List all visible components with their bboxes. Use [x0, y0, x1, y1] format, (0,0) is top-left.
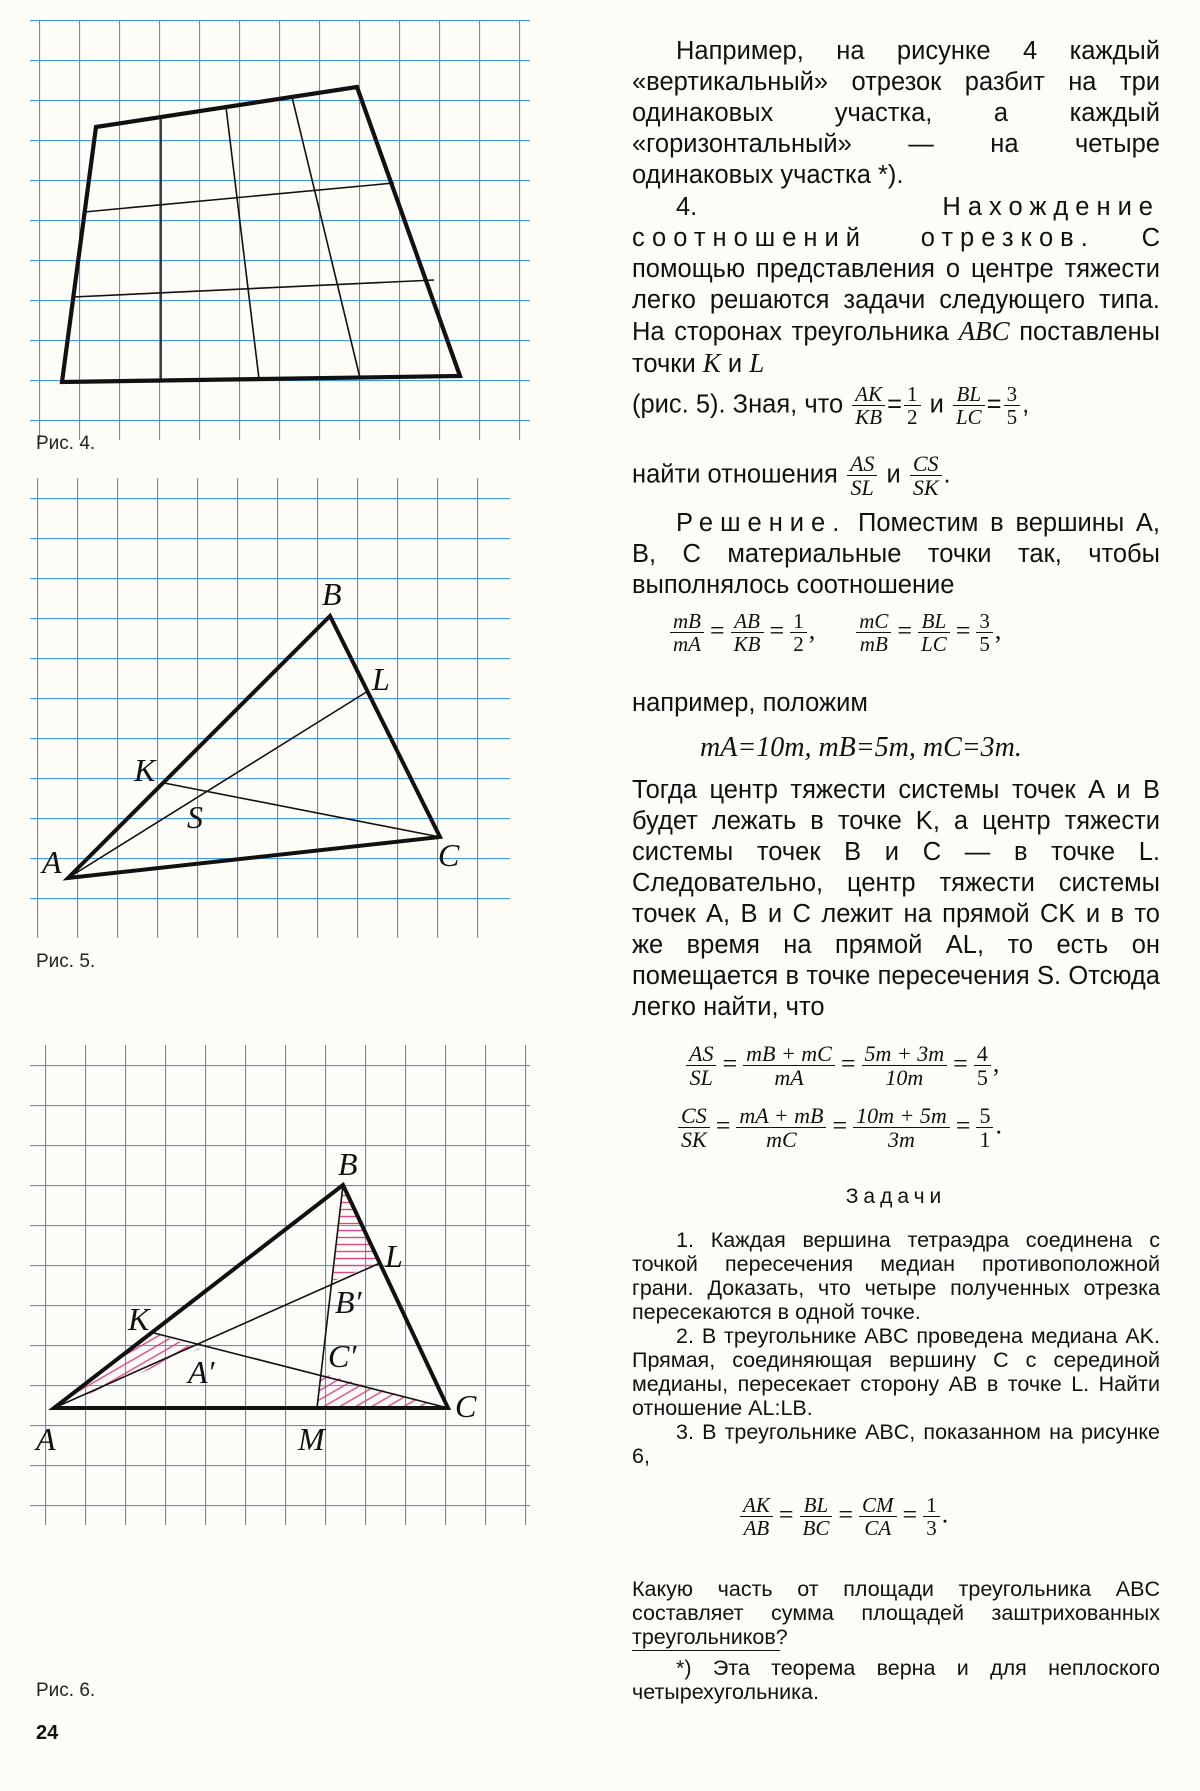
task-3-question	[632, 1577, 1160, 1649]
frac-mb-ma: $\frac{mB}{mA}$	[670, 610, 704, 655]
page-number: 24	[36, 1722, 59, 1744]
section-text-a: С помощью представления о центре тяжести легко решаются задачи следующего типа. На сторонах треугольника	[632, 224, 1160, 346]
word-and: и	[720, 350, 750, 378]
frac-cs-sk-2: $\frac{CS}{SK}$	[678, 1104, 710, 1151]
word-and-3: и	[886, 460, 908, 489]
section-number: 4.	[676, 193, 943, 221]
frac-half-2: $\frac{1}{2}$	[790, 610, 807, 655]
footnote-text: *) Эта теорема верна и для неплоского четырехугольника.	[632, 1656, 1160, 1704]
label-k: K	[134, 752, 156, 788]
frac-three-fifths-2: $\frac{3}{5}$	[976, 610, 993, 655]
figure-5-drawing	[30, 478, 510, 938]
figure-4	[30, 20, 530, 440]
masses-equation: mA=10m, mB=5m, mC=3m.	[700, 732, 1022, 763]
figure-6-caption: Рис. 6.	[36, 1680, 96, 1701]
frac-ab-kb: $\frac{AB}{KB}$	[731, 610, 764, 655]
frac-five-one: $\frac{5}{1}$	[976, 1104, 993, 1151]
frac-mamb-mc: $\frac{mA + mB}{mC}$	[736, 1104, 826, 1151]
var-abc: ABC	[958, 316, 1010, 346]
task-3: 3. В треугольнике ABC, показанном на рисунке 6,	[632, 1420, 1160, 1468]
label-c: C	[455, 1388, 477, 1424]
label-a: A	[36, 1421, 56, 1457]
figure-6	[30, 1045, 530, 1525]
label-b: B	[338, 1146, 358, 1182]
task-1: 1. Каждая вершина тетраэдра соединена с точкой пересечения медиан противоположной грани. Доказать, что четыре полученных отрезка пересекаются в одной точке.	[632, 1228, 1160, 1324]
frac-as-sl: $\frac{AS}{SL}$	[847, 452, 877, 499]
frac-5m3m-10m: $\frac{5m + 3m}{10m}$	[862, 1042, 948, 1089]
figure-5	[30, 478, 510, 938]
for-example-text: например, положим	[632, 689, 868, 717]
paragraph-center	[632, 775, 1160, 1023]
figure-4-drawing	[30, 20, 530, 440]
frac-as-sl-2: $\frac{AS}{SL}$	[686, 1042, 716, 1089]
frac-10m5m-3m: $\frac{10m + 5m}{3m}$	[853, 1104, 950, 1151]
tasks-list	[632, 1228, 1160, 1468]
grid	[30, 1045, 530, 1525]
frac-four-fifths: $\frac{4}{5}$	[974, 1042, 991, 1089]
section-4	[632, 192, 1160, 380]
figure-6-drawing	[30, 1045, 530, 1525]
label-s: S	[187, 799, 203, 835]
task-2: 2. В треугольнике ABC проведена медиана AK. Прямая, соединяющая вершину C с серединой медианы, пересекает сторону AB в точке L. Найти отношение AL:LB.	[632, 1324, 1160, 1420]
label-a: A	[42, 844, 62, 880]
label-m: M	[298, 1421, 325, 1457]
label-b: B	[322, 576, 342, 612]
frac-bl-lc-2: $\frac{BL}{LC}$	[918, 610, 950, 655]
frac-cm-ca: $\frac{CM}{CA}$	[859, 1494, 897, 1539]
tasks-heading: Задачи	[845, 1185, 947, 1208]
label-l: L	[385, 1238, 403, 1274]
figure-5-caption: Рис. 5.	[36, 951, 96, 972]
frac-cs-sk: $\frac{CS}{SK}$	[910, 452, 942, 499]
label-l: L	[372, 661, 390, 697]
mass-ratio-equation: $\frac{mB}{mA}$ = $\frac{AB}{KB}$ = $\frac{1}{2}$ , $\frac{mC}{mB}$ = $\frac{BL}{LC}$ = $\frac{3}{5}$ ,	[668, 610, 1001, 655]
find-ratios-line: найти отношения $\frac{AS}{SL}$ и $\frac{CS}{SK}$ .	[632, 451, 951, 501]
paragraph-1	[632, 36, 1160, 191]
label-a-prime: A′	[188, 1354, 215, 1390]
paragraph-center-text: Тогда центр тяжести системы точек A и B будет лежать в точке K, а центр тяжести системы точек B и C — в точке L. Следовательно, центр тяжести системы точек A, B и C лежит на прямой CK и в то же время на прямой AL, то есть он помещается в точке пересечения S. Отсюда легко найти, что	[632, 776, 1160, 1021]
given-ratios-line: (рис. 5). Зная, что $\frac{AK}{KB}$ = $\frac{1}{2}$ и $\frac{BL}{LC}$ = $\frac{3}{5}$ ,	[632, 382, 1030, 430]
frac-mbmc-ma: $\frac{mB + mC}{mA}$	[743, 1042, 835, 1089]
frac-bl-bc: $\frac{BL}{BC}$	[800, 1494, 833, 1539]
frac-mc-mb: $\frac{mC}{mB}$	[856, 610, 891, 655]
figure-4-caption: Рис. 4.	[36, 433, 96, 454]
task-3-question-text: Какую часть от площади треугольника ABC составляет сумма площадей заштрихованных треугольников?	[632, 1577, 1160, 1649]
label-c-prime: C′	[328, 1338, 357, 1374]
var-l: L	[749, 348, 765, 378]
frac-bl-lc: $\frac{BL}{LC}$	[953, 383, 985, 428]
label-k: K	[128, 1301, 150, 1337]
word-and-2: и	[929, 390, 951, 419]
footnote-rule	[632, 1650, 780, 1651]
solution-text: Поместим в вершины A, B, C материальные точки так, чтобы выполнялось соотношение	[632, 509, 1160, 599]
solution-paragraph	[632, 508, 1160, 601]
find-text: найти отношения	[632, 460, 845, 489]
label-b-prime: B′	[335, 1284, 362, 1320]
for-example-line	[632, 688, 1160, 719]
frac-ak-kb: $\frac{AK}{KB}$	[852, 383, 885, 428]
frac-three-fifths: $\frac{3}{5}$	[1004, 383, 1021, 428]
result-equation-2: $\frac{CS}{SK}$ = $\frac{mA + mB}{mC}$ = $\frac{10m + 5m}{3m}$ = $\frac{5}{1}$ .	[676, 1104, 1002, 1151]
result-equation-1: $\frac{AS}{SL}$ = $\frac{mB + mC}{mA}$ = $\frac{5m + 3m}{10m}$ = $\frac{4}{5}$ ,	[684, 1042, 999, 1089]
frac-half: $\frac{1}{2}$	[904, 383, 921, 428]
label-c: C	[438, 837, 460, 873]
section-text-b: поставлены точки	[632, 318, 1160, 378]
frac-ak-ab: $\frac{AK}{AB}$	[740, 1494, 773, 1539]
solution-word: Решение.	[676, 509, 847, 537]
frac-one-third: $\frac{1}{3}$	[923, 1494, 940, 1539]
section-title: Нахождение соотношений отрезков.	[632, 193, 1160, 252]
task-3-equation: $\frac{AK}{AB}$ = $\frac{BL}{BC}$ = $\frac{CM}{CA}$ = $\frac{1}{3}$ .	[738, 1494, 948, 1539]
paragraph-1-text: Например, на рисунке 4 каждый «вертикальный» отрезок разбит на три одинаковых участка, а каждый «горизонтальный» — на четыре одинаковых участка *).	[632, 37, 1160, 189]
given-text: (рис. 5). Зная, что	[632, 390, 851, 419]
var-k: K	[702, 348, 721, 378]
footnote	[632, 1656, 1160, 1704]
